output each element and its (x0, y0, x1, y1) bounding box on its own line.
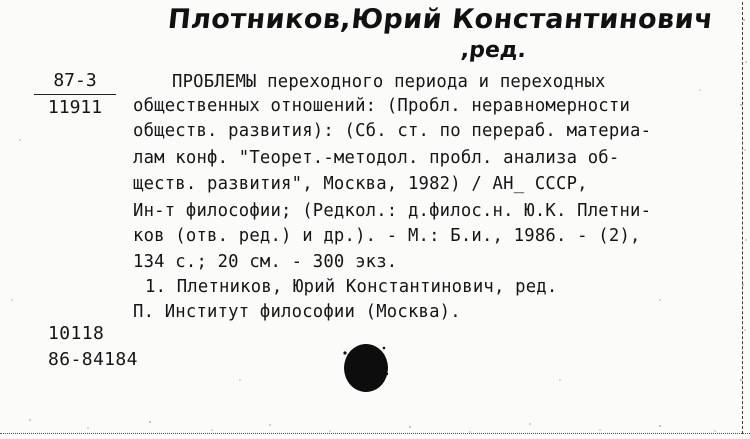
description-line: общественных отношений: (Пробл. неравномерности (133, 96, 631, 116)
description-line: ществ. развития", Москва, 1982) / АН_ СССР, (133, 174, 588, 194)
tracing-entry: П. Институт философии (Москва). (133, 302, 461, 322)
card-bottom-edge (0, 433, 750, 435)
card-right-edge (742, 2, 744, 434)
description-line: ПРОБЛЕМЫ переходного периода и переходных (172, 72, 606, 92)
inventory-number: 86-84184 (48, 349, 138, 370)
shelfmark-call-number: 11911 (47, 97, 103, 118)
description-line: 134 с.; 20 см. - 300 экз. (133, 252, 398, 272)
tracing-entry: 1. Плетников, Юрий Константинович, ред. (145, 277, 558, 297)
shelfmark (34, 69, 116, 120)
inventory-number: 10118 (48, 323, 105, 344)
description-line: ков (отв. ред.) и др.). - М.: Б.и., 1986. - (2), (133, 226, 641, 246)
punch-hole (340, 340, 390, 394)
description-line: Ин-т философии; (Редкол.: д.филос.н. Ю.К. Плетни- (133, 201, 652, 221)
description-line: лам конф. "Теорет.-методол. пробл. анализа об- (133, 148, 620, 168)
description-line: обществ. развития): (Сб. ст. по перераб. материа- (133, 121, 652, 141)
shelfmark-class-number: 87-3 (34, 69, 116, 95)
handwritten-author-heading: Плотников,Юрий Константинович (166, 4, 715, 35)
handwritten-editor-role: ,ред. (459, 38, 528, 63)
